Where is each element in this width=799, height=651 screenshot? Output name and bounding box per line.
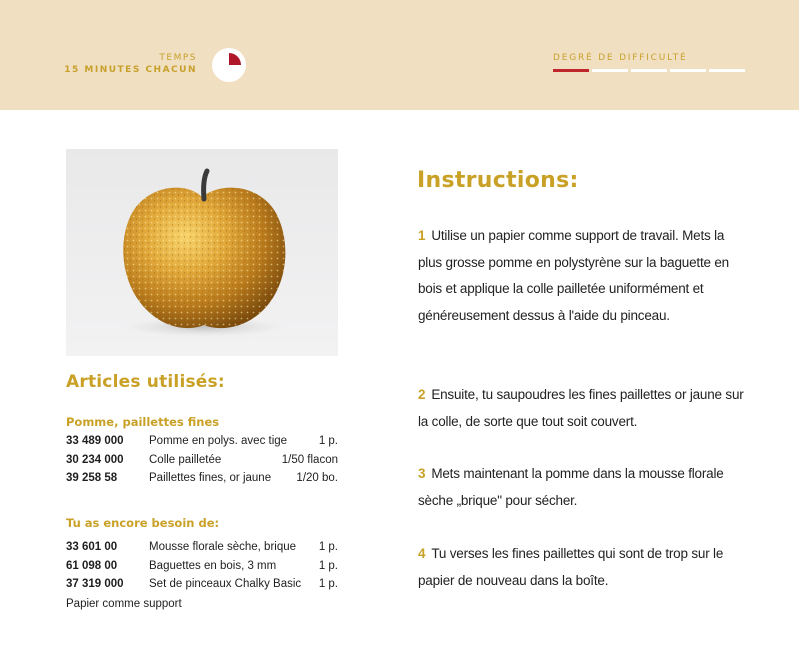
- article-code: 37 319 000: [66, 578, 124, 590]
- article-row: [66, 557, 338, 576]
- difficulty-meter: [553, 69, 748, 72]
- step-text: Tu verses les fines paillettes qui sont de trop sur le papier de nouveau dans la boîte.: [418, 546, 724, 588]
- article-row: [66, 538, 338, 557]
- article-description: Colle pailletée: [149, 453, 222, 466]
- article-row: [66, 451, 338, 470]
- article-code: 33 489 000: [66, 435, 124, 447]
- step-number: 2: [418, 387, 426, 402]
- article-quantity: 1 p.: [318, 578, 338, 590]
- article-quantity: 1/50 flacon: [281, 453, 338, 466]
- time-info: [64, 52, 197, 76]
- difficulty-segment: [592, 69, 628, 72]
- extra-supply: Papier comme support: [66, 598, 182, 610]
- difficulty-info: [553, 52, 748, 72]
- difficulty-segment: [670, 69, 706, 72]
- article-row: [66, 575, 338, 594]
- step-text: Mets maintenant la pomme dans la mousse florale sèche „brique" pour sécher.: [418, 466, 724, 508]
- group1-title: Pomme, paillettes fines: [66, 415, 220, 429]
- glitter-apple-image: [66, 149, 338, 356]
- article-row: [66, 469, 338, 488]
- apple-photo: [66, 149, 338, 356]
- step-number: 3: [418, 466, 426, 481]
- time-label: TEMPS: [159, 53, 197, 63]
- group2-items: [66, 538, 338, 594]
- article-description: Paillettes fines, or jaune: [149, 472, 272, 484]
- header-band: [0, 0, 799, 110]
- article-description: Set de pinceaux Chalky Basic: [149, 578, 302, 590]
- article-quantity: 1 p.: [318, 559, 338, 572]
- article-code: 39 258 58: [66, 472, 118, 484]
- article-quantity: 1 p.: [318, 541, 338, 553]
- difficulty-label: DEGRÉ DE DIFFICULTÉ: [553, 53, 688, 63]
- step-1: [418, 223, 748, 329]
- group1-items: [66, 432, 338, 488]
- instructions-title: Instructions:: [417, 168, 579, 193]
- step-text: Utilise un papier comme support de travail. Mets la plus grosse pomme en polystyrène sur la baguette en bois et applique la colle pailletée uniformément et généreusement dessus à l'aide du pinceau.: [418, 228, 729, 323]
- step-number: 4: [418, 546, 426, 561]
- step-2: [418, 382, 748, 435]
- difficulty-segment: [709, 69, 745, 72]
- timer-pie-icon: [212, 48, 246, 82]
- step-4: [418, 541, 748, 594]
- step-3: [418, 461, 748, 514]
- difficulty-segment: [631, 69, 667, 72]
- articles-title: Articles utilisés:: [66, 372, 225, 392]
- article-description: Pomme en polys. avec tige: [149, 435, 288, 447]
- article-description: Mousse florale sèche, brique: [149, 541, 297, 553]
- article-code: 61 098 00: [66, 559, 118, 572]
- article-code: 30 234 000: [66, 453, 124, 466]
- group2-title: Tu as encore besoin de:: [66, 516, 220, 530]
- time-value: 15 MINUTES CHACUN: [64, 65, 197, 75]
- article-quantity: 1 p.: [318, 435, 338, 447]
- step-text: Ensuite, tu saupoudres les fines paillettes or jaune sur la colle, de sorte que tout soit couvert.: [418, 387, 744, 429]
- step-number: 1: [418, 228, 426, 243]
- article-quantity: 1/20 bo.: [296, 472, 338, 484]
- article-row: [66, 432, 338, 451]
- article-description: Baguettes en bois, 3 mm: [149, 559, 277, 572]
- difficulty-segment: [553, 69, 589, 72]
- article-code: 33 601 00: [66, 541, 118, 553]
